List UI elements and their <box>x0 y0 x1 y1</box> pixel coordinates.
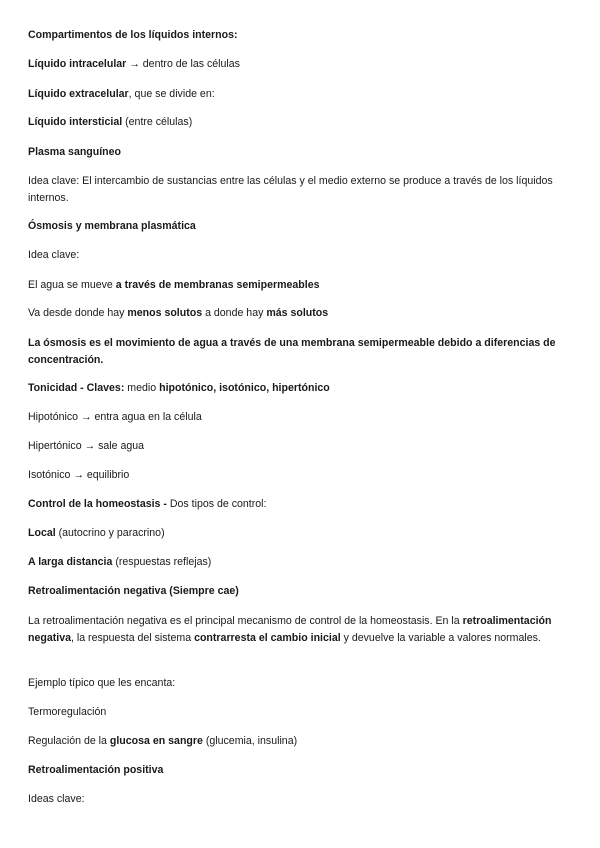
paragraph <box>28 335 576 368</box>
paragraph <box>28 525 576 542</box>
bold-text: Local <box>28 527 56 539</box>
paragraph <box>28 173 576 206</box>
text-run: Isotónico → equilibrio <box>28 469 130 481</box>
bold-text: hipotónico, isotónico, hipertónico <box>159 382 330 394</box>
paragraph <box>28 496 576 513</box>
bold-text: retroalimentación negativa <box>28 615 552 644</box>
paragraph <box>28 86 576 103</box>
paragraph <box>28 613 576 646</box>
bold-text: Plasma sanguíneo <box>28 146 122 158</box>
paragraph <box>28 247 576 264</box>
paragraph <box>28 409 576 426</box>
bold-text: Líquido intersticial <box>28 116 123 128</box>
text-run: El agua se mueve <box>28 279 116 291</box>
text-run: (autocrino y paracrino) <box>55 527 165 539</box>
text-run: La retroalimentación negativa es el principal mecanismo de control de la homeostasis. En la <box>28 615 463 627</box>
paragraph <box>28 704 576 721</box>
bold-text: más solutos <box>266 307 329 319</box>
paragraph <box>28 27 576 44</box>
paragraph <box>28 305 576 322</box>
text-run: → dentro de las células <box>126 58 240 70</box>
paragraph <box>28 218 576 235</box>
paragraph <box>28 277 576 294</box>
paragraph <box>28 380 576 397</box>
text-run: , la respuesta del sistema <box>70 631 195 644</box>
bold-text: A larga distancia <box>28 556 113 568</box>
bold-text: Líquido extracelular <box>28 88 129 100</box>
text-run: medio <box>124 382 160 394</box>
text-run: Idea clave: <box>28 249 80 261</box>
text-run: Ejemplo típico que les encanta: <box>28 677 176 689</box>
bold-text: Ósmosis y membrana plasmática <box>28 220 196 232</box>
text-run: Termoregulación <box>28 706 107 718</box>
text-run: Hipertónico → sale agua <box>28 440 145 452</box>
paragraph <box>28 114 576 131</box>
paragraph <box>28 56 576 73</box>
bold-text: La ósmosis es el movimiento de agua a través de una membrana semipermeable debido a diferencias de concentración. <box>28 337 556 366</box>
text-run: , que se divide en: <box>128 88 215 100</box>
paragraph <box>28 144 576 161</box>
bold-text: Retroalimentación negativa (Siempre cae) <box>28 585 239 597</box>
text-run: Hipotónico → entra agua en la célula <box>28 411 202 423</box>
text-run: (respuestas reflejas) <box>112 556 212 568</box>
text-run: Regulación de la <box>28 735 110 747</box>
paragraph <box>28 733 576 750</box>
bold-text: Retroalimentación positiva <box>28 764 164 776</box>
text-run: (glucemia, insulina) <box>202 735 298 747</box>
bold-text: glucosa en sangre <box>109 735 203 747</box>
text-run: Ideas clave: <box>28 793 85 805</box>
bold-text: contrarresta el cambio inicial <box>194 631 341 644</box>
text-run: Va desde donde hay <box>28 307 128 319</box>
text-run: a donde hay <box>202 307 267 319</box>
text-run: Idea clave: El intercambio de sustancias entre las células y el medio externo se produce a través de los líquidos internos. <box>28 175 553 204</box>
bold-text: Líquido intracelular <box>28 58 127 70</box>
paragraph <box>28 438 576 455</box>
bold-text: a través de membranas semipermeables <box>115 279 320 291</box>
paragraph <box>28 791 576 808</box>
text-run: Dos tipos de control: <box>166 498 267 510</box>
bold-text: Compartimentos de los líquidos internos: <box>28 29 238 41</box>
text-run: y devuelve la variable a valores normales. <box>340 631 541 644</box>
paragraph <box>28 554 576 571</box>
paragraph <box>28 583 576 600</box>
paragraph <box>28 762 576 779</box>
bold-text: Tonicidad - Claves: <box>28 382 125 394</box>
paragraph <box>28 675 576 692</box>
paragraph <box>28 467 576 484</box>
bold-text: Control de la homeostasis - <box>28 498 167 510</box>
text-run: (entre células) <box>122 116 193 128</box>
bold-text: menos solutos <box>127 307 203 319</box>
